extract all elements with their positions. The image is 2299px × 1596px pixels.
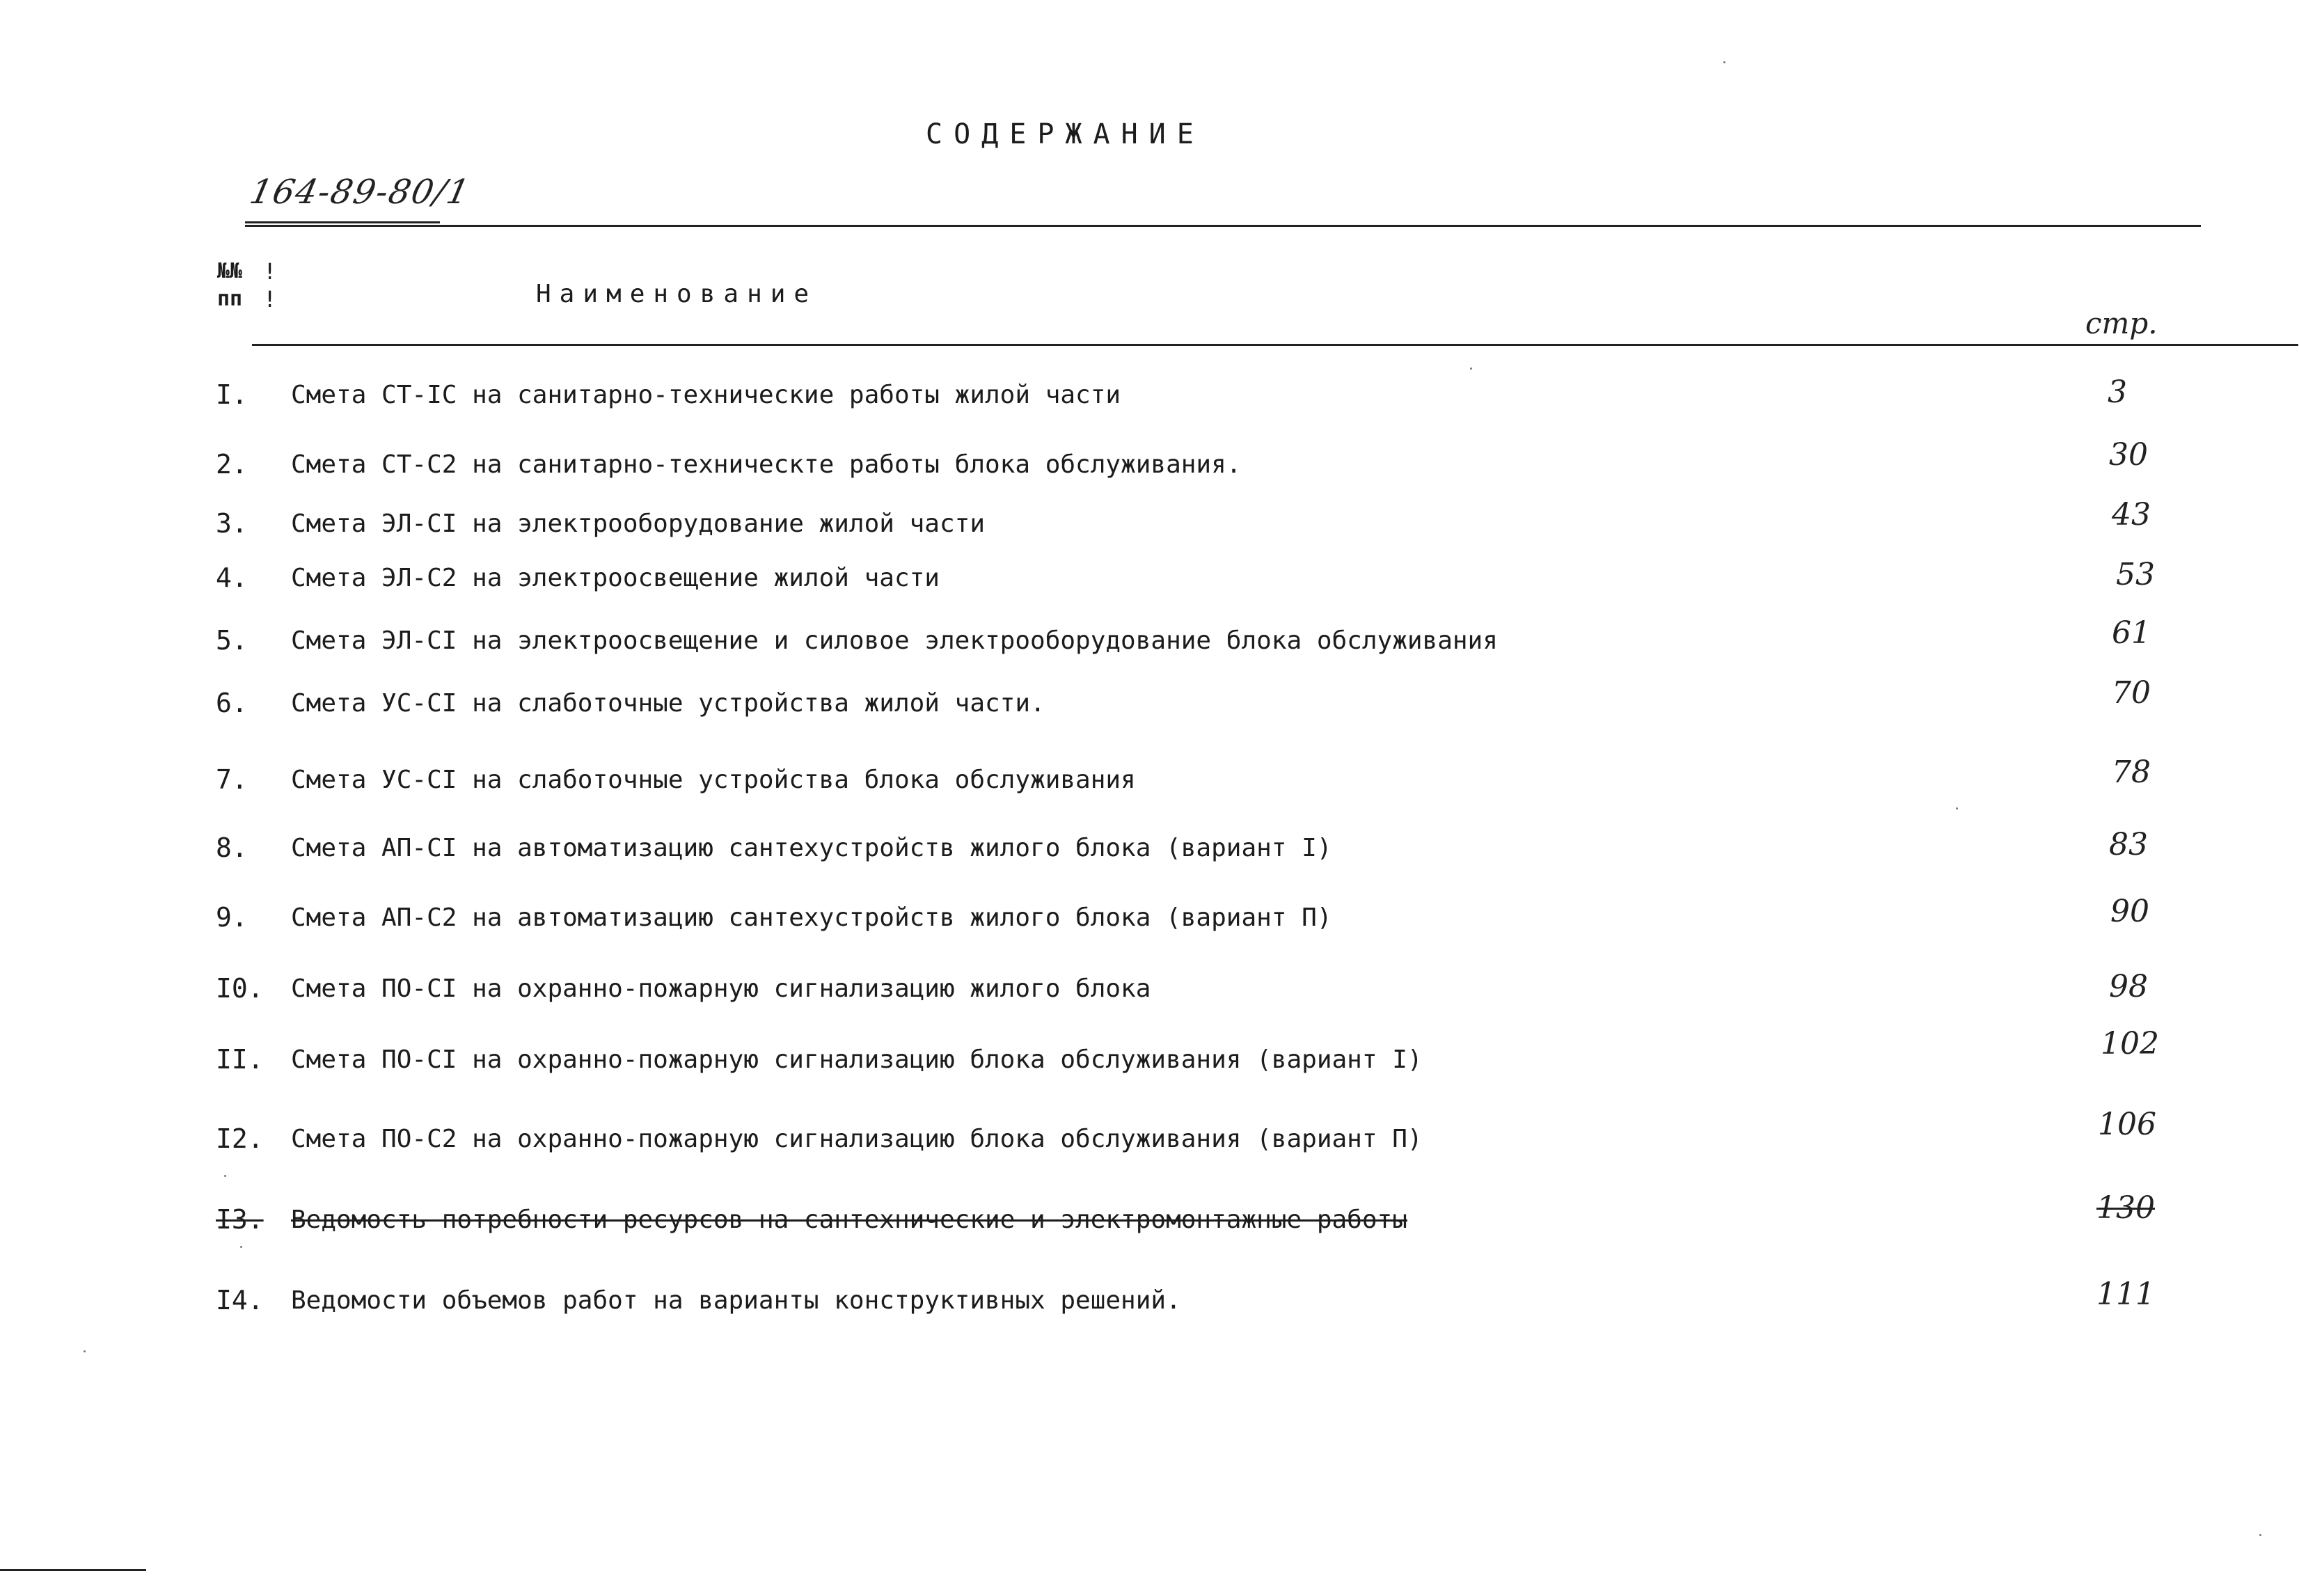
- top-rule: [245, 225, 2201, 227]
- header-separator-mark-1: !: [263, 258, 277, 285]
- row-text: Смета ПО-СI на охранно-пожарную сигнализацию жилого блока: [291, 974, 1151, 1003]
- row-text: Смета АП-СI на автоматизацию сантехустройств жилого блока (вариант I): [291, 834, 1332, 862]
- header-separator: [263, 258, 276, 313]
- row-number: 6.: [216, 688, 248, 718]
- row-number: 8.: [216, 832, 248, 863]
- row-number: 7.: [216, 764, 248, 795]
- row-number: 5.: [216, 625, 248, 656]
- row-page: 83: [2109, 827, 2148, 862]
- row-page: 98: [2109, 969, 2148, 1004]
- row-page: 70: [2112, 675, 2151, 711]
- row-number: 4.: [216, 562, 248, 593]
- row-page-struck: 130: [2096, 1190, 2155, 1226]
- row-text-struck: Ведомость потребности ресурсов на сантехнические и электромонтажные работы: [291, 1206, 1407, 1234]
- row-page: 43: [2112, 497, 2151, 532]
- scan-speck: [240, 1246, 242, 1248]
- row-text: Смета ПО-С2 на охранно-пожарную сигнализацию блока обслуживания (вариант П): [291, 1125, 1423, 1153]
- header-page-column: стр.: [2085, 306, 2158, 340]
- header-number-column: [217, 258, 242, 313]
- header-rule: [252, 344, 2298, 346]
- row-page: 90: [2110, 894, 2149, 929]
- row-page: 106: [2098, 1107, 2156, 1142]
- row-text: Смета СТ-С2 на санитарно-техническте работы блока обслуживания.: [291, 450, 1242, 479]
- row-text: Смета УС-СI на слаботочные устройства блока обслуживания: [291, 766, 1136, 794]
- row-page: 111: [2096, 1277, 2155, 1312]
- header-number-line2: пп: [217, 287, 243, 311]
- row-number: 3.: [216, 508, 248, 539]
- row-text: Смета ЭЛ-СI на электрооборудование жилой части: [291, 509, 985, 538]
- row-number: II.: [216, 1044, 264, 1075]
- row-text: Смета АП-С2 на автоматизацию сантехустройств жилого блока (вариант П): [291, 903, 1332, 932]
- row-number: I4.: [216, 1285, 264, 1315]
- row-text: Смета ЭЛ-СI на электроосвещение и силовое электрооборудование блока обслуживания: [291, 626, 1498, 655]
- row-text: Ведомости объемов работ на варианты конструктивных решений.: [291, 1286, 1181, 1315]
- row-number: I0.: [216, 973, 264, 1004]
- row-number-struck: I3.: [216, 1204, 264, 1235]
- row-number: 9.: [216, 902, 248, 933]
- row-page: 61: [2112, 615, 2151, 651]
- scan-speck: [84, 1350, 86, 1352]
- header-number-line1: №№: [217, 259, 243, 283]
- scan-speck: [2259, 1534, 2261, 1536]
- scan-speck: [1723, 61, 1725, 63]
- row-text: Смета ЭЛ-С2 на электроосвещение жилой части: [291, 564, 940, 592]
- row-number: 2.: [216, 449, 248, 480]
- scan-speck: [224, 1175, 226, 1177]
- scan-speck: [1956, 807, 1958, 809]
- row-page: 3: [2108, 374, 2127, 410]
- header-separator-mark-2: !: [263, 286, 277, 313]
- document-code-handwritten: 164-89-80/1: [246, 173, 474, 212]
- row-number: I2.: [216, 1123, 264, 1154]
- bottom-left-rule: [0, 1569, 146, 1571]
- row-page: 53: [2116, 557, 2155, 592]
- row-text: Смета УС-СI на слаботочные устройства жилой части.: [291, 689, 1045, 718]
- row-page: 102: [2101, 1026, 2159, 1061]
- header-name-column: Наименование: [536, 280, 818, 308]
- row-text: Смета ПО-СI на охранно-пожарную сигнализацию блока обслуживания (вариант I): [291, 1045, 1423, 1074]
- row-page: 30: [2109, 437, 2148, 473]
- row-text: Смета СТ-IС на санитарно-технические работы жилой части: [291, 381, 1121, 409]
- scan-speck: [1470, 368, 1472, 370]
- row-number: I.: [216, 379, 248, 410]
- code-underline: [245, 221, 440, 223]
- row-page: 78: [2112, 754, 2151, 790]
- document-title: СОДЕРЖАНИЕ: [926, 118, 1205, 150]
